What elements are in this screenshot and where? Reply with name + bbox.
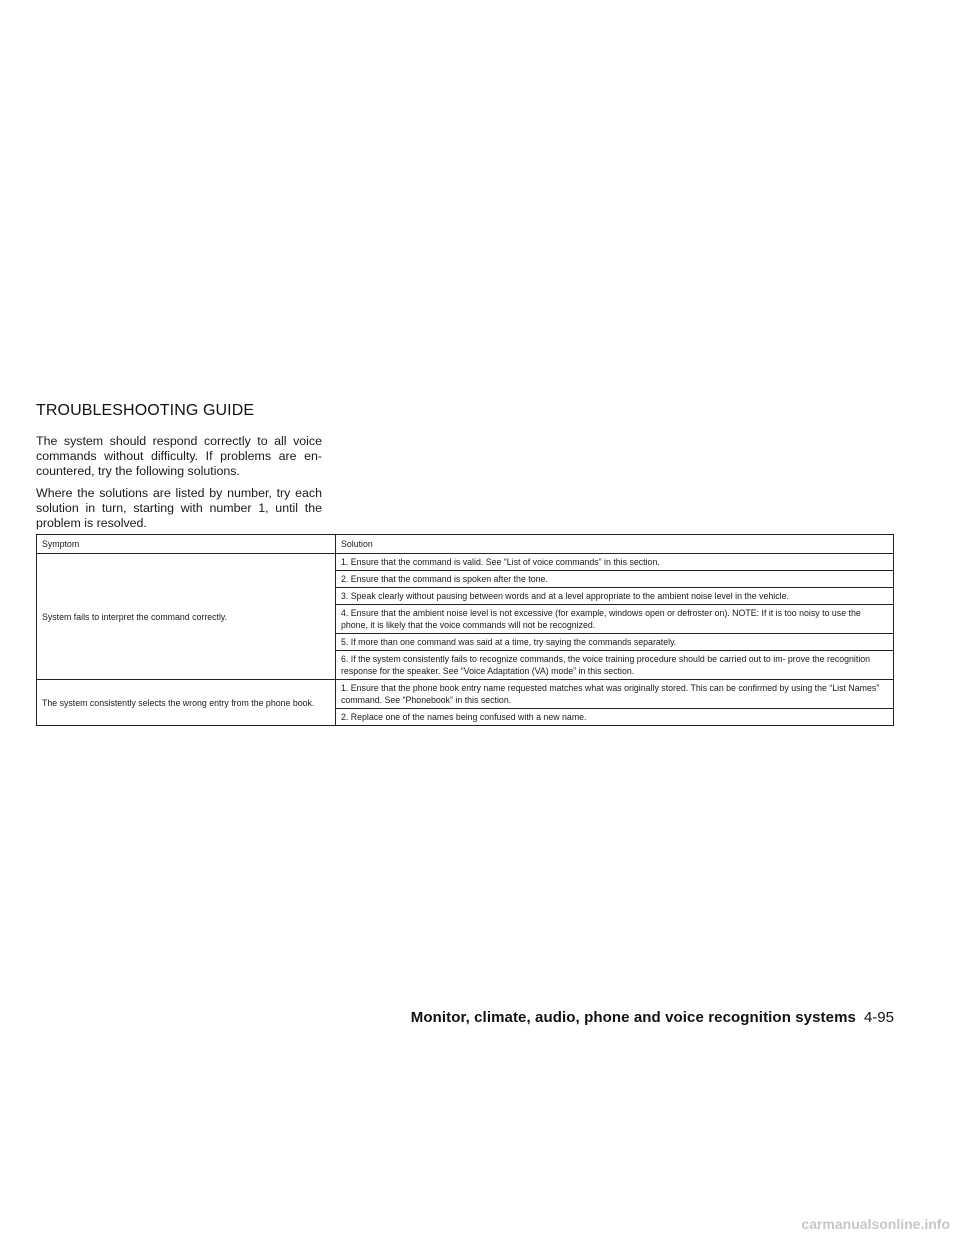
solution-cell: 6. If the system consistently fails to recognize commands, the voice training procedure should be carried out to im- prove the recognition response for the speaker. See “Voice Adaptation (VA) mode” in this section. (336, 651, 894, 680)
table-row (37, 554, 894, 571)
troubleshooting-table (36, 534, 894, 726)
table-row (37, 680, 894, 709)
watermark: carmanualsonline.info (801, 1216, 950, 1232)
solution-cell: 3. Speak clearly without pausing between words and at a level appropriate to the ambient noise level in the vehicle. (336, 588, 894, 605)
page-number: 4-95 (863, 1009, 894, 1026)
page-footer (0, 1009, 894, 1026)
section-heading: TROUBLESHOOTING GUIDE (36, 402, 255, 419)
solution-cell: 1. Ensure that the command is valid. See “List of voice commands” in this section. (336, 554, 894, 571)
solution-cell: 5. If more than one command was said at a time, try saying the commands separately. (336, 634, 894, 651)
solution-cell: 1. Ensure that the phone book entry name requested matches what was originally stored. This can be confirmed by using the “List Names” command. See “Phonebook” in this section. (336, 680, 894, 709)
footer-section-title: Monitor, climate, audio, phone and voice recognition systems (410, 1009, 856, 1026)
solution-header: Solution (336, 535, 894, 554)
symptom-header: Symptom (37, 535, 336, 554)
solution-cell: 4. Ensure that the ambient noise level is not excessive (for example, windows open or defroster on). NOTE: If it is too noisy to use the phone, it is likely that the voice commands will not be recognized. (336, 605, 894, 634)
solution-cell: 2. Ensure that the command is spoken after the tone. (336, 571, 894, 588)
symptom-cell: System fails to interpret the command correctly. (37, 554, 336, 680)
table-header-row (37, 535, 894, 554)
intro-paragraph: The system should respond correctly to all voice commands without difficulty. If problems are en- countered, try the following solutions. (36, 434, 322, 478)
symptom-cell: The system consistently selects the wrong entry from the phone book. (37, 680, 336, 726)
solution-cell: 2. Replace one of the names being confused with a new name. (336, 709, 894, 726)
instructions-paragraph: Where the solutions are listed by number, try each solution in turn, starting with number 1, until the problem is resolved. (36, 486, 322, 530)
